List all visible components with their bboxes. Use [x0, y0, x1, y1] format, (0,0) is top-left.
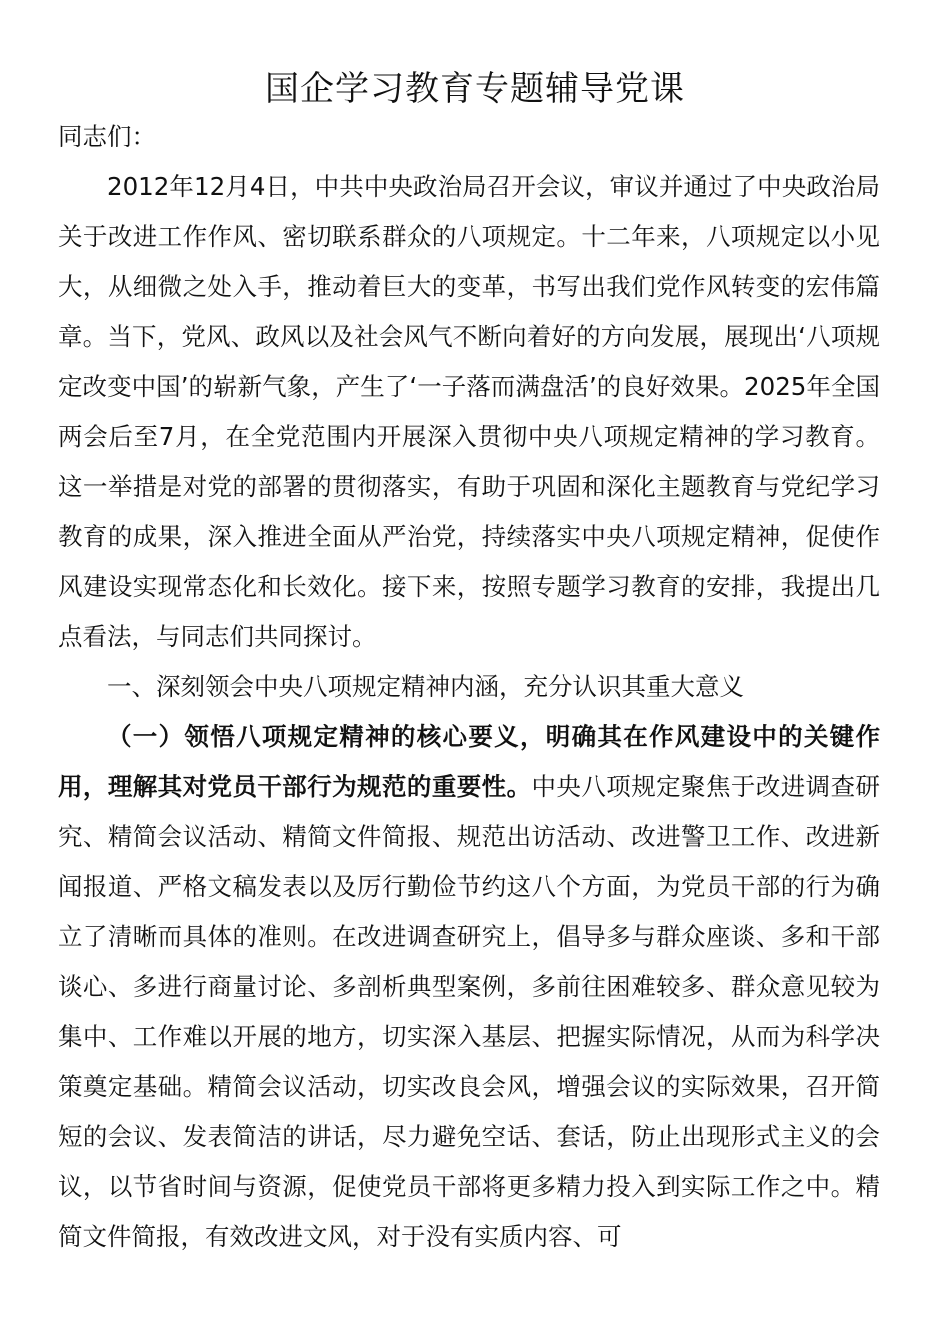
subsection-bold-lead: （一）领悟八项规定精神的核心要义，明确其在作风建设中的关键作用，理解其对党员干部行为规范的重要性。 [58, 722, 880, 801]
document-body [58, 112, 880, 1262]
section-heading: 一、深刻领会中央八项规定精神内涵，充分认识其重大意义 [107, 672, 744, 701]
intro-paragraph: 2012年12月4日，中共中央政治局召开会议，审议并通过了中央政治局关于改进工作作风、密切联系群众的八项规定。十二年来，八项规定以小见大，从细微之处入手，推动着巨大的变革，书写出我们党作风转变的宏伟篇章。当下，党风、政风以及社会风气不断向着好的方向发展，展现出‘八项规定改变中国’的崭新气象，产生了‘一子落而满盘活’的良好效果。2025年全国两会后至7月，在全党范围内开展深入贯彻中央八项规定精神的学习教育。这一举措是对党的部署的贯彻落实，有助于巩固和深化主题教育与党纪学习教育的成果，深入推进全面从严治党，持续落实中央八项规定精神，促使作风建设实现常态化和长效化。接下来，按照专题学习教育的安排，我提出几点看法，与同志们共同探讨。 [58, 172, 880, 651]
document-title: 国企学习教育专题辅导党课 [265, 69, 685, 109]
subsection-paragraph [58, 712, 880, 1262]
salutation: 同志们： [58, 122, 156, 151]
subsection-text: 中央八项规定聚焦于改进调查研究、精简会议活动、精简文件简报、规范出访活动、改进警卫工作、改进新闻报道、严格文稿发表以及厉行勤俭节约这八个方面，为党员干部的行为确立了清晰而具体的准则。在改进调查研究上，倡导多与群众座谈、多和干部谈心、多进行商量讨论、多剖析典型案例，多前往困难较多、群众意见较为集中、工作难以开展的地方，切实深入基层、把握实际情况，从而为科学决策奠定基础。精简会议活动，切实改良会风，增强会议的实际效果，召开简短的会议、发表简洁的讲话，尽力避免空话、套话，防止出现形式主义的会议，以节省时间与资源，促使党员干部将更多精力投入到实际工作之中。精简文件简报，有效改进文风，对于没有实质内容、可 [58, 772, 880, 1251]
